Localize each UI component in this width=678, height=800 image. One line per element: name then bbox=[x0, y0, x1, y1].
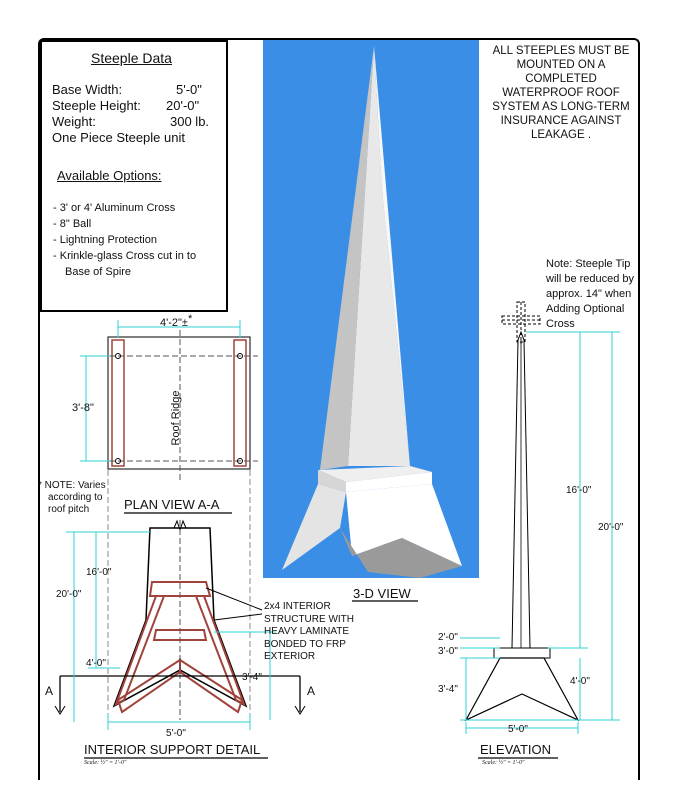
dim-16ft: 16'-0" bbox=[86, 567, 112, 578]
warning-line: WATERPROOF ROOF bbox=[502, 87, 620, 99]
elevation-scale: Scale: ½" = 1'-0" bbox=[482, 760, 525, 766]
dim-3ft4: 3'-4" bbox=[242, 672, 262, 683]
option-item: - 8" Ball bbox=[53, 218, 92, 230]
note-line: Adding Optional bbox=[546, 303, 625, 315]
one-piece-note: One Piece Steeple unit bbox=[52, 130, 185, 145]
option-item: - 3' or 4' Aluminum Cross bbox=[53, 202, 176, 214]
elev-dim-20ft: 20'-0" bbox=[598, 522, 624, 533]
dim-4ft: 4'-0" bbox=[86, 658, 106, 669]
plan-view-title: PLAN VIEW A-A bbox=[124, 497, 220, 512]
elev-dim-2ft: 2'-0" bbox=[438, 632, 458, 643]
roof-ridge-label: Roof Ridge bbox=[170, 390, 182, 446]
warning-line: LEAKAGE . bbox=[530, 129, 592, 141]
note-line: will be reduced by bbox=[546, 273, 635, 285]
plan-depth-dim: 3'-8" bbox=[72, 402, 94, 414]
note-line: according to bbox=[48, 492, 103, 503]
steeple-data-title: Steeple Data bbox=[91, 50, 172, 66]
warning-line: ALL STEEPLES MUST BE bbox=[492, 45, 630, 57]
3d-view-title: 3-D VIEW bbox=[353, 586, 411, 601]
dim-20ft: 20'-0" bbox=[56, 589, 82, 600]
steeple-height-label: Steeple Height: bbox=[52, 98, 141, 113]
structure-callout bbox=[264, 601, 354, 664]
interior-scale: Scale: ½" = 1'-0" bbox=[84, 760, 127, 766]
options-title: Available Options: bbox=[57, 168, 162, 183]
note-line: * NOTE: Varies bbox=[38, 480, 106, 491]
base-width-value: 5'-0" bbox=[176, 82, 202, 97]
option-text: 8" Ball bbox=[59, 218, 92, 230]
option-item: - Lightning Protection bbox=[53, 234, 157, 246]
warning-line: MOUNTED ON A bbox=[516, 59, 606, 71]
section-mark-left: A bbox=[45, 684, 54, 698]
interior-detail-title: INTERIOR SUPPORT DETAIL bbox=[84, 742, 261, 757]
pitch-note bbox=[38, 480, 106, 516]
callout-line: 2x4 INTERIOR bbox=[264, 601, 331, 612]
note-line: approx. 14" when bbox=[546, 288, 632, 300]
option-text: Base of Spire bbox=[65, 266, 132, 278]
weight-label: Weight: bbox=[52, 114, 96, 129]
elev-dim-4ft: 4'-0" bbox=[570, 676, 590, 687]
warning-line: SYSTEM AS LONG-TERM bbox=[492, 101, 630, 113]
callout-line: STRUCTURE WITH bbox=[264, 613, 354, 625]
option-text: 3' or 4' Aluminum Cross bbox=[59, 202, 176, 214]
plan-width-dim bbox=[160, 313, 193, 329]
elevation-view bbox=[460, 302, 620, 734]
warning-line: INSURANCE AGAINST bbox=[500, 115, 622, 127]
option-item: - Krinkle-glass Cross cut in to bbox=[53, 250, 197, 262]
elev-dim-3ft4: 3'-4" bbox=[438, 684, 458, 695]
elev-dim-3ft: 3'-0" bbox=[438, 646, 458, 657]
steeple-height-value: 20'-0" bbox=[166, 98, 200, 113]
option-text: Lightning Protection bbox=[59, 234, 157, 246]
note-line: roof pitch bbox=[48, 504, 90, 515]
elev-dim-16ft: 16'-0" bbox=[566, 485, 592, 496]
warning-line: COMPLETED bbox=[525, 73, 597, 85]
asterisk-mark: * bbox=[187, 313, 193, 325]
section-mark-right: A bbox=[307, 684, 316, 698]
dim-5ft: 5'-0" bbox=[166, 728, 186, 739]
note-line: Note: Steeple Tip bbox=[546, 258, 631, 270]
note-line: Cross bbox=[546, 318, 575, 330]
callout-line: HEAVY LAMINATE bbox=[264, 626, 350, 637]
base-width-label: Base Width: bbox=[52, 82, 123, 97]
elevation-title: ELEVATION bbox=[480, 742, 552, 757]
callout-line: EXTERIOR bbox=[264, 651, 316, 662]
callout-line: BONDED TO FRP bbox=[264, 638, 346, 650]
weight-value: 300 lb. bbox=[170, 114, 210, 129]
elev-dim-5ft: 5'-0" bbox=[508, 724, 528, 735]
dim-text: 4'-2"± bbox=[160, 317, 188, 329]
option-text: Krinkle-glass Cross cut in to bbox=[59, 250, 197, 262]
